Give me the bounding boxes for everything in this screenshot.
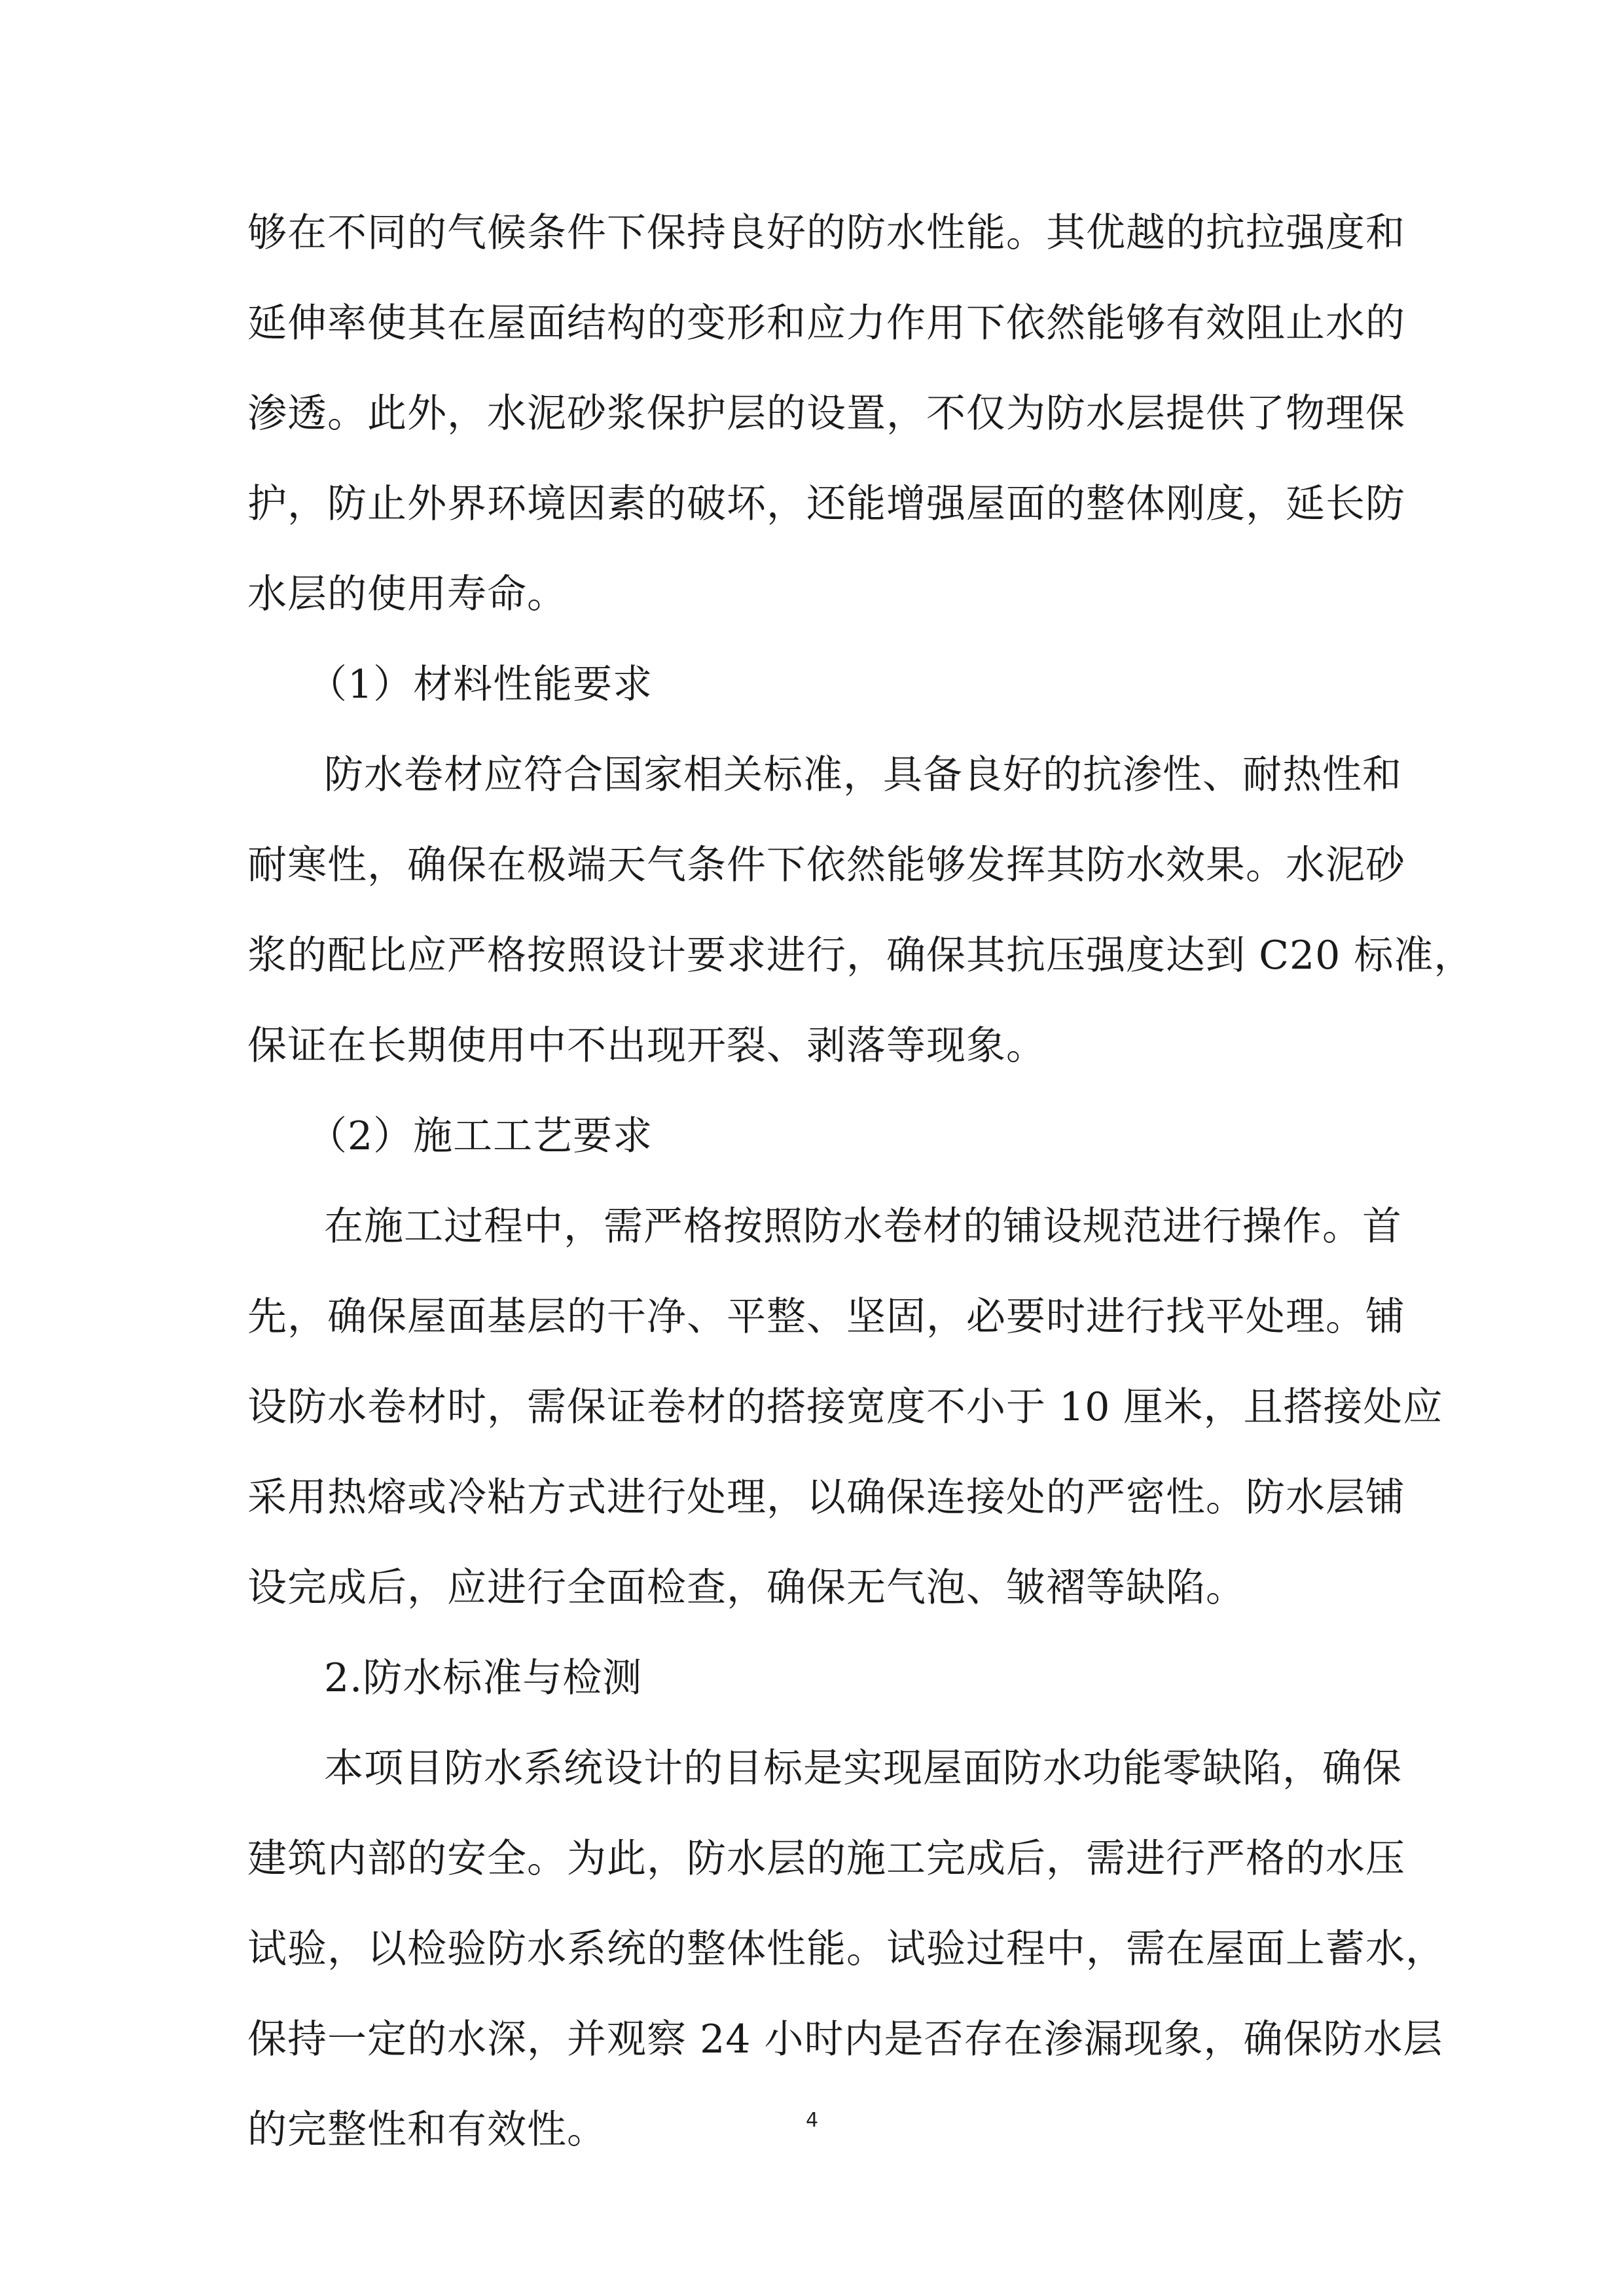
text-line: 的完整性和有效性。 <box>247 2107 607 2153</box>
text-line: 设完成后，应进行全面检查，确保无气泡、皱褶等缺陷。 <box>247 1565 1246 1611</box>
text-line: 耐寒性，确保在极端天气条件下依然能够发挥其防水效果。水泥砂 <box>247 842 1405 888</box>
text-line: 够在不同的气候条件下保持良好的防水性能。其优越的抗拉强度和 <box>247 210 1405 256</box>
page-number: 4 <box>805 2109 819 2132</box>
text-line: 采用热熔或冷粘方式进行处理，以确保连接处的严密性。防水层铺 <box>247 1475 1405 1520</box>
text-line: 浆的配比应严格按照设计要求进行，确保其抗压强度达到 C20 标准， <box>247 933 1474 978</box>
text-line: 设防水卷材时，需保证卷材的搭接宽度不小于 10 厘米，且搭接处应 <box>247 1384 1443 1430</box>
text-line: 渗透。此外，水泥砂浆保护层的设置，不仅为防水层提供了物理保 <box>247 391 1405 437</box>
text-line: 护，防止外界环境因素的破坏，还能增强屋面的整体刚度，延长防 <box>247 481 1405 527</box>
section-heading: 2.防水标准与检测 <box>324 1655 643 1701</box>
text-line: 水层的使用寿命。 <box>247 571 567 617</box>
section-heading: （2）施工工艺要求 <box>308 1113 653 1159</box>
text-line: 延伸率使其在屋面结构的变形和应力作用下依然能够有效阻止水的 <box>247 300 1405 346</box>
text-line: 防水卷材应符合国家相关标准，具备良好的抗渗性、耐热性和 <box>324 752 1402 798</box>
text-line: 在施工过程中，需严格按照防水卷材的铺设规范进行操作。首 <box>324 1204 1402 1249</box>
text-line: 保持一定的水深，并观察 24 小时内是否存在渗漏现象，确保防水层 <box>247 2017 1443 2062</box>
text-line: 先，确保屋面基层的干净、平整、坚固，必要时进行找平处理。铺 <box>247 1294 1405 1340</box>
text-line: 试验，以检验防水系统的整体性能。试验过程中，需在屋面上蓄水， <box>247 1926 1445 1972</box>
section-heading: （1）材料性能要求 <box>308 662 653 708</box>
text-line: 本项目防水系统设计的目标是实现屋面防水功能零缺陷，确保 <box>324 1746 1402 1791</box>
text-line: 保证在长期使用中不出现开裂、剥落等现象。 <box>247 1023 1046 1069</box>
text-line: 建筑内部的安全。为此，防水层的施工完成后，需进行严格的水压 <box>247 1836 1405 1882</box>
